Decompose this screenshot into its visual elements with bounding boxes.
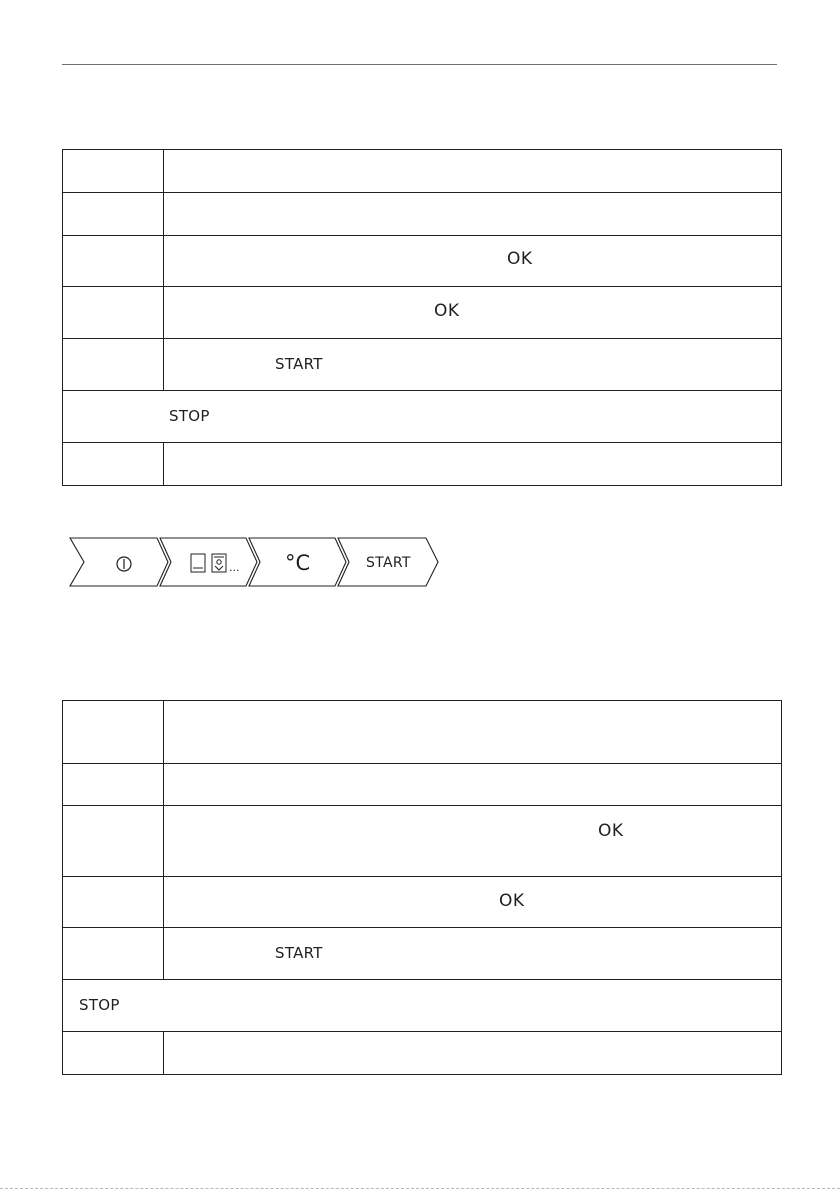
table-row <box>63 701 782 764</box>
step-number-cell <box>63 806 164 877</box>
step-number-cell <box>63 701 164 764</box>
table-row <box>63 980 782 1032</box>
step-number-cell <box>63 150 164 193</box>
step-text-cell <box>164 928 782 980</box>
table-row <box>63 193 782 236</box>
start-key-label: START <box>275 944 323 962</box>
table-row <box>63 877 782 928</box>
ok-key-label: OK <box>434 301 460 321</box>
step-text-cell <box>164 764 782 806</box>
step-number-cell <box>63 877 164 928</box>
oven-function-icons <box>191 554 240 574</box>
step-number-cell <box>63 236 164 287</box>
note-merged-cell <box>63 391 782 443</box>
step-text-cell <box>164 339 782 391</box>
flow-start-label: START <box>366 555 411 571</box>
table-row <box>63 1032 782 1075</box>
step-text-cell <box>164 806 782 877</box>
step-number-cell <box>63 764 164 806</box>
stop-key-label: STOP <box>79 996 120 1014</box>
step-number-cell <box>63 287 164 339</box>
table-row <box>63 443 782 486</box>
stop-key-label: STOP <box>169 407 210 425</box>
table-row <box>63 764 782 806</box>
celsius-label: °C <box>285 551 311 575</box>
step-text-cell <box>164 701 782 764</box>
flow-step-power <box>70 538 168 586</box>
table-row <box>63 391 782 443</box>
svg-text:...: ... <box>229 561 240 574</box>
ok-key-label: OK <box>598 821 624 841</box>
step-number-cell <box>63 443 164 486</box>
step-text-cell <box>164 150 782 193</box>
start-key-label: START <box>275 355 323 373</box>
step-number-cell <box>63 193 164 236</box>
ok-key-label: OK <box>507 249 533 269</box>
header-rule <box>62 64 777 65</box>
table-row <box>63 928 782 980</box>
step-number-cell <box>63 928 164 980</box>
step-text-cell <box>164 443 782 486</box>
table-row <box>63 236 782 287</box>
ok-key-label: OK <box>499 891 525 911</box>
note-merged-cell <box>63 980 782 1032</box>
page-bottom-edge <box>0 1188 840 1189</box>
table-row <box>63 287 782 339</box>
step-text-cell <box>164 193 782 236</box>
table-row <box>63 806 782 877</box>
power-icon <box>117 557 131 571</box>
steps-table-2 <box>62 700 782 1075</box>
step-number-cell <box>63 1032 164 1075</box>
steps-table-1 <box>62 149 782 486</box>
step-text-cell <box>164 287 782 339</box>
quick-start-flow <box>68 537 440 587</box>
step-text-cell <box>164 877 782 928</box>
table-row <box>63 339 782 391</box>
step-number-cell <box>63 339 164 391</box>
step-text-cell <box>164 236 782 287</box>
table-row <box>63 150 782 193</box>
step-text-cell <box>164 1032 782 1075</box>
flow-step-function <box>160 538 257 586</box>
